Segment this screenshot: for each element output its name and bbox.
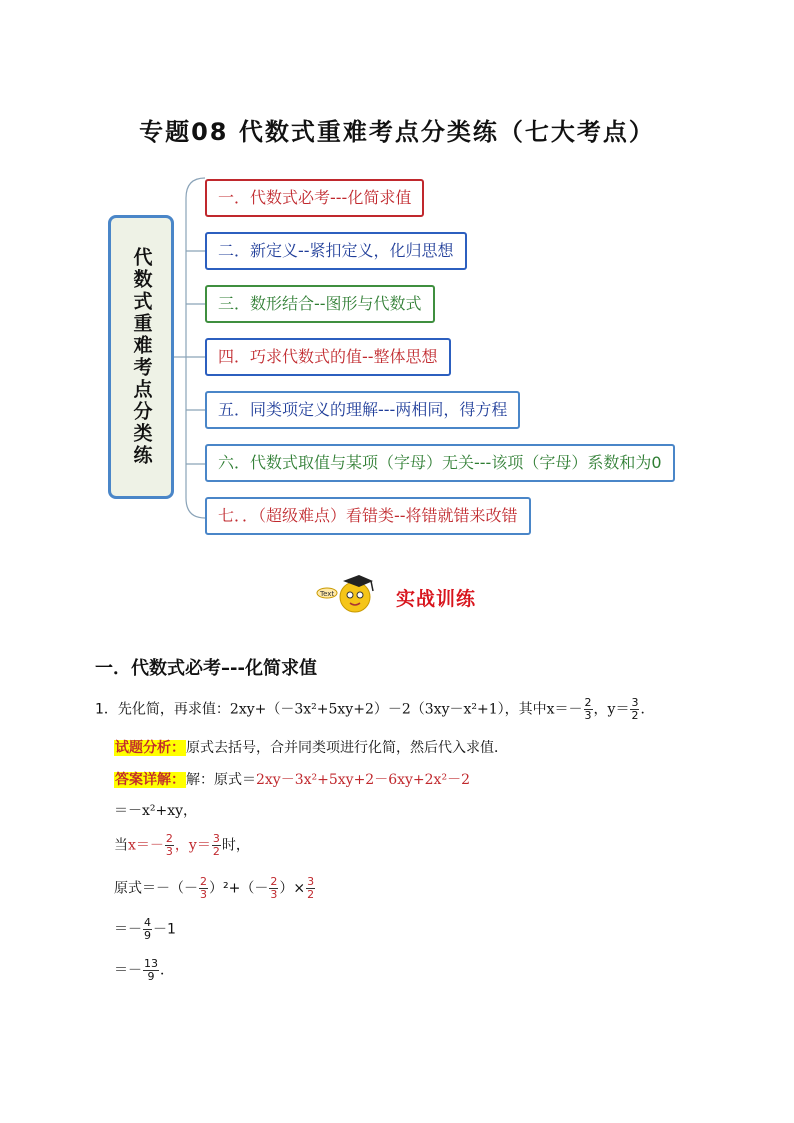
mindmap-root-label: 代数式重难考点分类练 — [130, 247, 153, 467]
branch-5: 五．同类项定义的理解---两相同，得方程 — [205, 391, 520, 429]
problem-expression: 2xy+（－3x²+5xy+2）－2（3xy－x²+1），其中x＝ — [229, 701, 569, 718]
x-fraction: $\frac{2}{3}$ — [584, 696, 592, 722]
section-title: 一．代数式必考–--化简求值 — [95, 658, 317, 679]
banner-title: 实战训练 — [396, 588, 477, 610]
branch-6: 六．代数式取值与某项（字母）无关---该项（字母）系数和为0 — [205, 444, 675, 482]
step-3: 原式＝－（－ $\frac{2}{3}$ ）²+（－ $\frac{2}{3}$ ）× $\frac{3}{2}$ — [114, 875, 315, 901]
page-title: 专题08 代数式重难考点分类练（七大考点） — [139, 118, 655, 146]
branch-7: 七．．（超级难点）看错类--将错就错来改错 — [205, 497, 531, 535]
mindmap-root — [108, 215, 174, 499]
step-4: ＝－ $\frac{4}{9}$ －1 — [114, 916, 176, 942]
y-equals: ，y＝ — [593, 701, 630, 718]
analysis-tag: 试题分析： — [115, 740, 185, 756]
step-2: ＝－x²+xy， — [114, 803, 198, 819]
step-5: ＝－ $\frac{13}{9}$ ． — [114, 957, 174, 983]
analysis-text: 原式去括号，合并同类项进行化简，然后代入求值． — [186, 740, 508, 756]
step-1: 2xy－3x²+5xy+2－6xy+2x²－2 — [256, 772, 470, 788]
when-line: 当x＝－ $\frac{2}{3}$ ，y＝ $\frac{3}{2}$ 时， — [114, 832, 250, 858]
problem-1: 1．先化简，再求值：2xy+（－3x²+5xy+2）－2（3xy－x²+1），其中x＝－ $\frac{2}{3}$ ，y＝ $\frac{3}{2}$ ． — [95, 696, 655, 722]
analysis-line — [114, 737, 508, 757]
branch-4: 四．巧求代数式的值--整体思想 — [205, 338, 451, 376]
branch-2: 二．新定义--紧扣定义，化归思想 — [205, 232, 467, 270]
branch-3: 三．数形结合--图形与代数式 — [205, 285, 435, 323]
problem-lead: 1．先化简，再求值： — [95, 701, 230, 718]
svg-text:Text: Text — [320, 590, 335, 598]
y-fraction: $\frac{3}{2}$ — [631, 696, 639, 722]
answer-line: 答案详解：解：原式＝2xy－3x²+5xy+2－6xy+2x²－2 — [115, 772, 470, 788]
answer-tag: 答案详解： — [115, 772, 185, 788]
branch-1: 一．代数式必考---化简求值 — [205, 179, 424, 217]
mascot-icon — [315, 573, 377, 617]
x-sign: － — [568, 701, 583, 718]
